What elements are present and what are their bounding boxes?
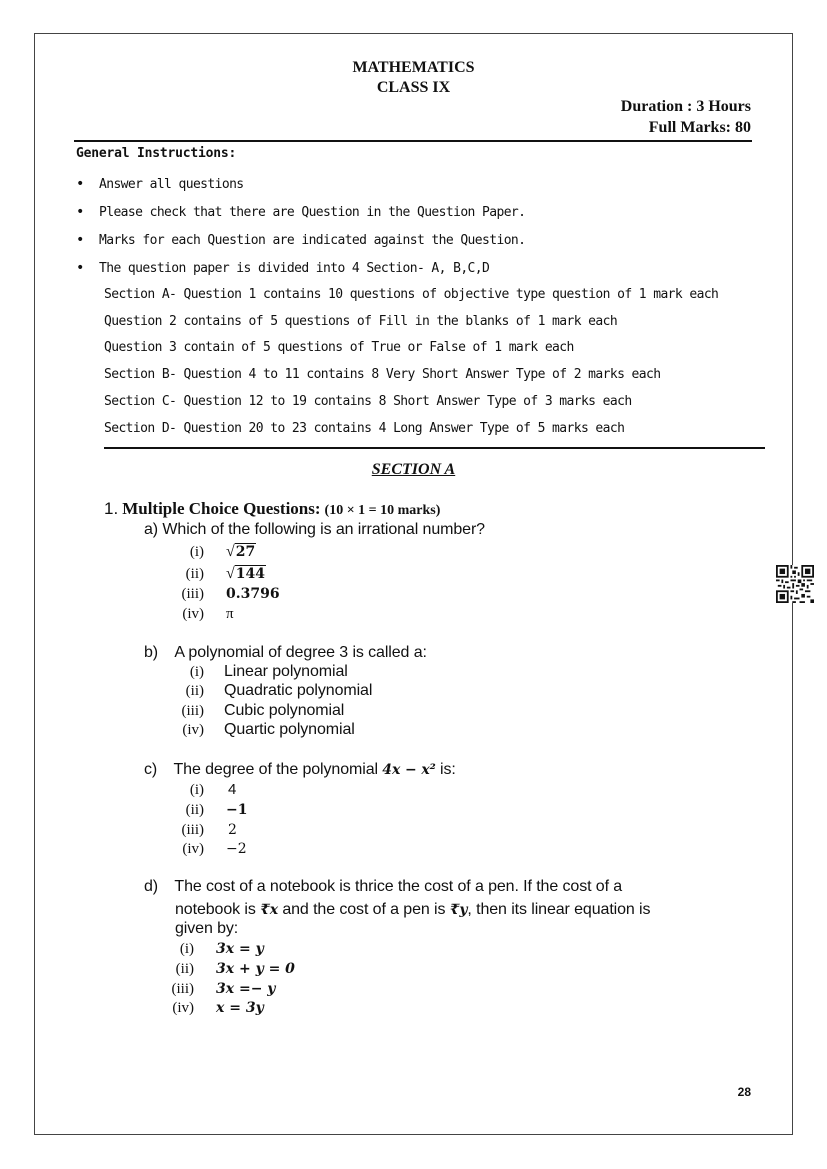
question-b: b) A polynomial of degree 3 is called a: [144, 644, 427, 661]
option-row: (iv) x = 3y [172, 1000, 264, 1016]
radical-icon: √ [226, 543, 235, 560]
option-row: (iv) Quartic polynomial [182, 721, 355, 738]
option-row: (iii) 0.3796 [181, 586, 280, 602]
section-a-title: SECTION A [371, 461, 456, 478]
option-row: (i) 4 [189, 781, 237, 798]
option-row: (iv) π [182, 606, 234, 622]
option-row: (iv) −2 [182, 841, 247, 857]
option-row: (i) Linear polynomial [189, 663, 348, 680]
question-c: c) The degree of the polynomial 4x − x² is: [144, 761, 456, 778]
page-border [34, 33, 793, 1135]
option-row: (ii) 3x + y = 0 [175, 961, 295, 977]
instruction-bullet: • Please check that there are Question in the Question Paper. [76, 204, 526, 220]
qr-code-icon [776, 565, 814, 603]
bullet-icon: • [76, 232, 84, 248]
section-line: Section A- Question 1 contains 10 questions of objective type question of 1 mark each [104, 287, 719, 302]
option-row: (iii) 3x =− y [171, 981, 276, 997]
bullet-icon: • [76, 204, 84, 220]
class-title: CLASS IX [376, 79, 451, 96]
instruction-bullet: • Marks for each Question are indicated against the Question. [76, 232, 526, 248]
option-row: (ii) −1 [185, 802, 248, 818]
question-a: a) Which of the following is an irrational number? [144, 521, 485, 538]
option-row: (iii) 2 [181, 822, 237, 838]
question-1-heading: 1. Multiple Choice Questions: (10 × 1 = 10 marks) [104, 499, 441, 518]
option-row: (iii) Cubic polynomial [181, 702, 345, 719]
polynomial-expression: 4x − x² [382, 762, 436, 778]
header-divider [74, 140, 752, 142]
full-marks: Full Marks: 80 [648, 119, 751, 136]
question-d-line2: notebook is ₹x and the cost of a pen is ₹y, then its linear equation is [175, 901, 651, 918]
option-row: (ii) Quadratic polynomial [185, 682, 373, 699]
section-line: Section B- Question 4 to 11 contains 8 Very Short Answer Type of 2 marks each [104, 367, 661, 382]
sqrt-expression: √144 [226, 565, 266, 582]
duration: Duration : 3 Hours [620, 98, 751, 115]
instruction-bullet: • The question paper is divided into 4 Section- A, B,C,D [76, 260, 490, 276]
question-d-line3: given by: [175, 920, 239, 937]
bullet-icon: • [76, 260, 84, 276]
option-row: (i) 3x = y [179, 941, 264, 957]
section-line: Section C- Question 12 to 19 contains 8 Short Answer Type of 3 marks each [104, 394, 632, 409]
section-line: Question 2 contains of 5 questions of Fill in the blanks of 1 mark each [104, 314, 618, 329]
option-row: (i) √27 [189, 543, 256, 560]
section-line: Section D- Question 20 to 23 contains 4 Long Answer Type of 5 marks each [104, 421, 625, 436]
radical-icon: √ [226, 565, 235, 582]
instructions-heading: General Instructions: [76, 146, 237, 161]
section-divider [104, 447, 765, 449]
section-line: Question 3 contain of 5 questions of True or False of 1 mark each [104, 340, 574, 355]
bullet-icon: • [76, 176, 84, 192]
page-number: 28 [737, 1085, 751, 1099]
question-d: d) The cost of a notebook is thrice the cost of a pen. If the cost of a [144, 878, 623, 895]
subject-title: MATHEMATICS [352, 59, 475, 76]
option-row: (ii) √144 [185, 565, 266, 582]
sqrt-expression: √27 [226, 543, 256, 560]
instruction-bullet: • Answer all questions [76, 176, 244, 192]
